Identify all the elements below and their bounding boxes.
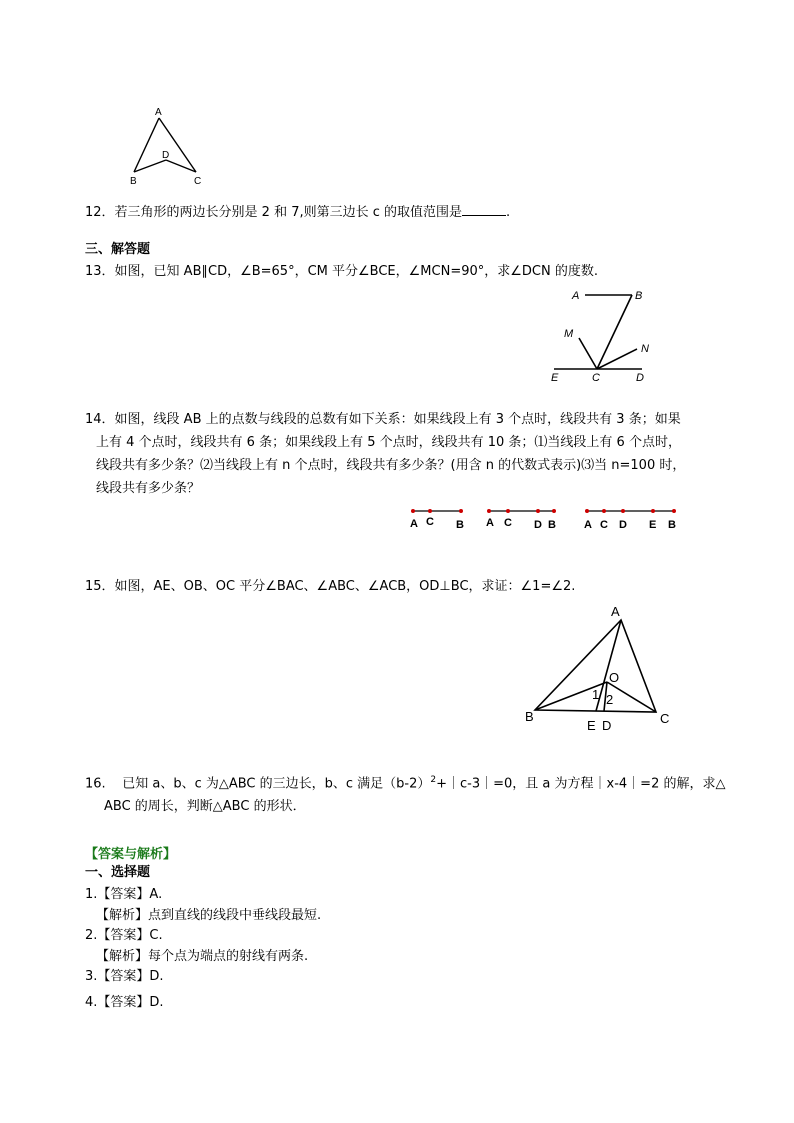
line-bc [597,295,632,369]
q12-period: . [506,205,511,220]
label-c: C [194,176,202,187]
seg2-label-b: B [548,519,556,531]
answer-2 [85,927,163,945]
question-16-line-2: ABC 的周长，判断△ABC 的形状． [104,799,306,814]
label-a: A [611,604,620,619]
seg1-label-b: B [456,519,464,531]
answer-4-number: 4. [85,995,98,1010]
q16-exponent: 2 [430,775,437,785]
answer-4 [85,994,164,1012]
question-15: 15．如图，AE、OB、OC 平分∠BAC、∠ABC、∠ACB，OD⊥BC，求证：∠1=∠2. [85,579,576,594]
label-d: D [602,718,612,733]
q16-text-b: +｜c-3｜=0，且 a 为方程｜x-4｜=2 的解，求△ [436,776,726,792]
answer-2-number: 2. [85,928,98,943]
seg2-label-d: D [534,519,542,531]
label-b: B [130,176,137,187]
answer-4-value: 【答案】D. [97,995,164,1010]
label-b: B [635,290,643,302]
seg3-label-a: A [584,519,592,531]
point-b2 [552,509,556,513]
point-d3 [621,509,625,513]
question-12 [85,203,510,222]
figure-q14 [404,504,690,534]
label-d: D [162,150,170,161]
answer-3-value: 【答案】D. [97,969,164,984]
q14-line-1: 14．如图，线段 AB 上的点数与线段的总数有如下关系：如果线段上有 3 个点时，线段共有 3 条；如果 [85,412,681,427]
label-d: D [636,372,644,384]
question-13: 13．如图，已知 AB∥CD，∠B=65°，CM 平分∠BCE，∠MCN=90°，求∠DCN 的度数. [85,264,598,279]
label-m: M [564,328,574,340]
seg2-label-c: C [504,517,512,529]
answer-1-number: 1. [85,887,98,902]
label-b: B [525,709,534,724]
answer-1 [85,886,162,904]
ray-cn [597,349,637,369]
seg3-label-e: E [649,519,657,531]
point-c2 [506,509,510,513]
answers-header: 【答案与解析】 [85,847,177,862]
q14-line-3: 线段共有多少条？⑵当线段上有 n 个点时，线段共有多少条？(用含 n 的代数式表示)⑶当 n=100 时， [96,458,686,473]
point-d2 [536,509,540,513]
label-e: E [587,718,596,733]
q14-line-2: 上有 4 个点时，线段共有 6 条；如果线段上有 5 个点时，线段共有 10 条；⑴当线段上有 6 个点时， [96,435,681,450]
q16-text-a: 已知 a、b、c 为△ABC 的三边长，b、c 满足（b-2） [122,776,431,792]
q12-text: 若三角形的两边长分别是 2 和 7,则第三边长 c 的取值范围是 [114,205,463,220]
point-a3 [585,509,589,513]
q16-number: 16. [85,776,106,792]
figure-q11 [126,104,212,188]
answers-section-1: 一、选择题 [85,865,151,880]
answer-2-value: 【答案】C. [97,928,163,943]
point-b1 [459,509,463,513]
point-e3 [651,509,655,513]
label-a: A [155,107,162,118]
seg2-label-a: A [486,517,494,529]
point-c1 [428,509,432,513]
figure-q13 [546,286,660,386]
answer-2-analysis: 【解析】每个点为端点的射线有两条. [96,949,309,964]
q12-answer-blank [462,203,506,216]
seg3-label-d: D [619,519,627,531]
label-e: E [551,372,559,384]
q14-line-4: 线段共有多少条？ [96,481,201,496]
section-3-title: 三、解答题 [85,242,151,257]
point-a2 [487,509,491,513]
figure-q15 [520,600,680,736]
answer-1-analysis: 【解析】点到直线的线段中垂线段最短. [96,908,322,923]
label-angle-2: 2 [606,692,614,707]
seg3-label-c: C [600,519,608,531]
point-b3 [672,509,676,513]
question-14 [85,408,685,500]
seg3-label-b: B [668,519,676,531]
seg1-label-a: A [410,518,418,530]
line-oc [607,682,656,712]
point-a1 [411,509,415,513]
label-c: C [592,372,600,384]
answer-3 [85,968,164,986]
label-angle-1: 1 [592,687,600,702]
label-o: O [609,670,620,685]
label-n: N [641,343,649,355]
label-c: C [660,711,670,726]
question-16-line-1 [85,769,725,795]
answer-3-number: 3. [85,969,98,984]
ray-cm [579,338,597,369]
seg1-label-c: C [426,516,434,528]
point-c3 [602,509,606,513]
answer-1-value: 【答案】A. [97,887,163,902]
q12-number: 12． [85,205,115,220]
label-a: A [572,290,580,302]
